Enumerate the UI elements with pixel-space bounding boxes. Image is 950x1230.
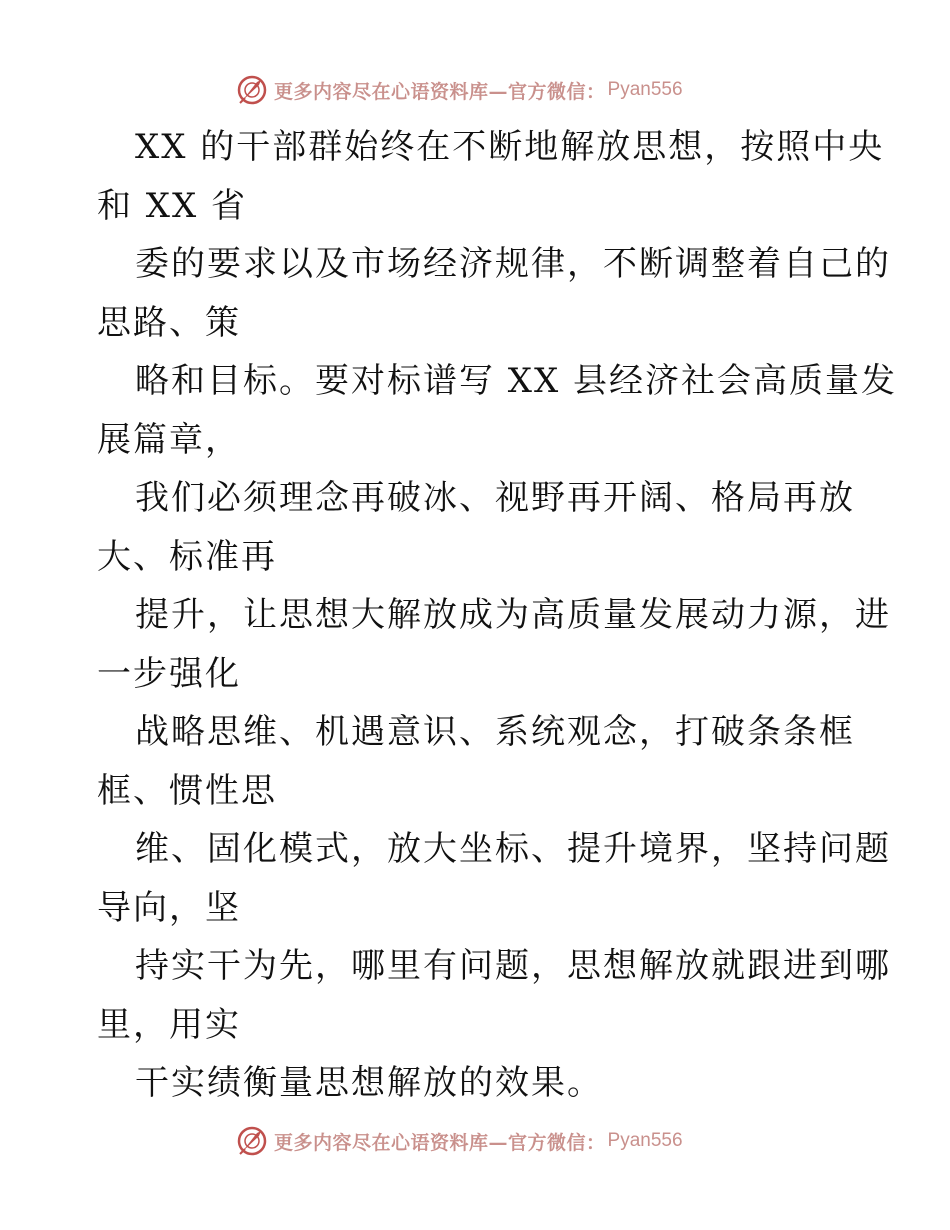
text-line: 一步强化 — [97, 653, 241, 694]
text-line: XX 的干部群始终在不断地解放思想，按照中央 — [135, 127, 885, 167]
text-line: 委的要求以及市场经济规律，不断调整着自己的 — [135, 244, 891, 284]
text-line: 和 XX 省 — [97, 185, 248, 226]
watermark-text: 更多内容尽在心语资料库—官方微信： — [274, 1131, 606, 1154]
header-watermark — [236, 73, 683, 107]
text-line: 维、固化模式，放大坐标、提升境界，坚持问题 — [135, 829, 891, 869]
text-line: 我们必须理念再破冰、视野再开阔、格局再放 — [135, 478, 855, 518]
text-line: 干实绩衡量思想解放的效果。 — [135, 1063, 603, 1103]
footer-watermark — [236, 1124, 683, 1158]
watermark-wechat-id: Pyan556 — [607, 79, 683, 100]
watermark-wechat-id: Pyan556 — [607, 1130, 683, 1151]
quill-circle-icon — [236, 1125, 268, 1157]
text-line: 框、惯性思 — [97, 770, 277, 811]
watermark-text: 更多内容尽在心语资料库—官方微信： — [274, 80, 606, 103]
text-line: 大、标准再 — [97, 536, 277, 577]
text-line: 展篇章， — [97, 419, 241, 460]
text-line: 里，用实 — [97, 1004, 241, 1045]
text-line: 持实干为先，哪里有问题，思想解放就跟进到哪 — [135, 946, 891, 986]
document-body — [97, 118, 898, 1113]
text-line: 战略思维、机遇意识、系统观念，打破条条框 — [135, 712, 855, 752]
quill-circle-icon — [236, 74, 268, 106]
text-line: 提升，让思想大解放成为高质量发展动力源，进 — [135, 595, 891, 635]
text-line: 导向，坚 — [97, 887, 241, 928]
text-line: 思路、策 — [97, 302, 241, 343]
text-line: 略和目标。要对标谱写 XX 县经济社会高质量发 — [135, 361, 898, 401]
